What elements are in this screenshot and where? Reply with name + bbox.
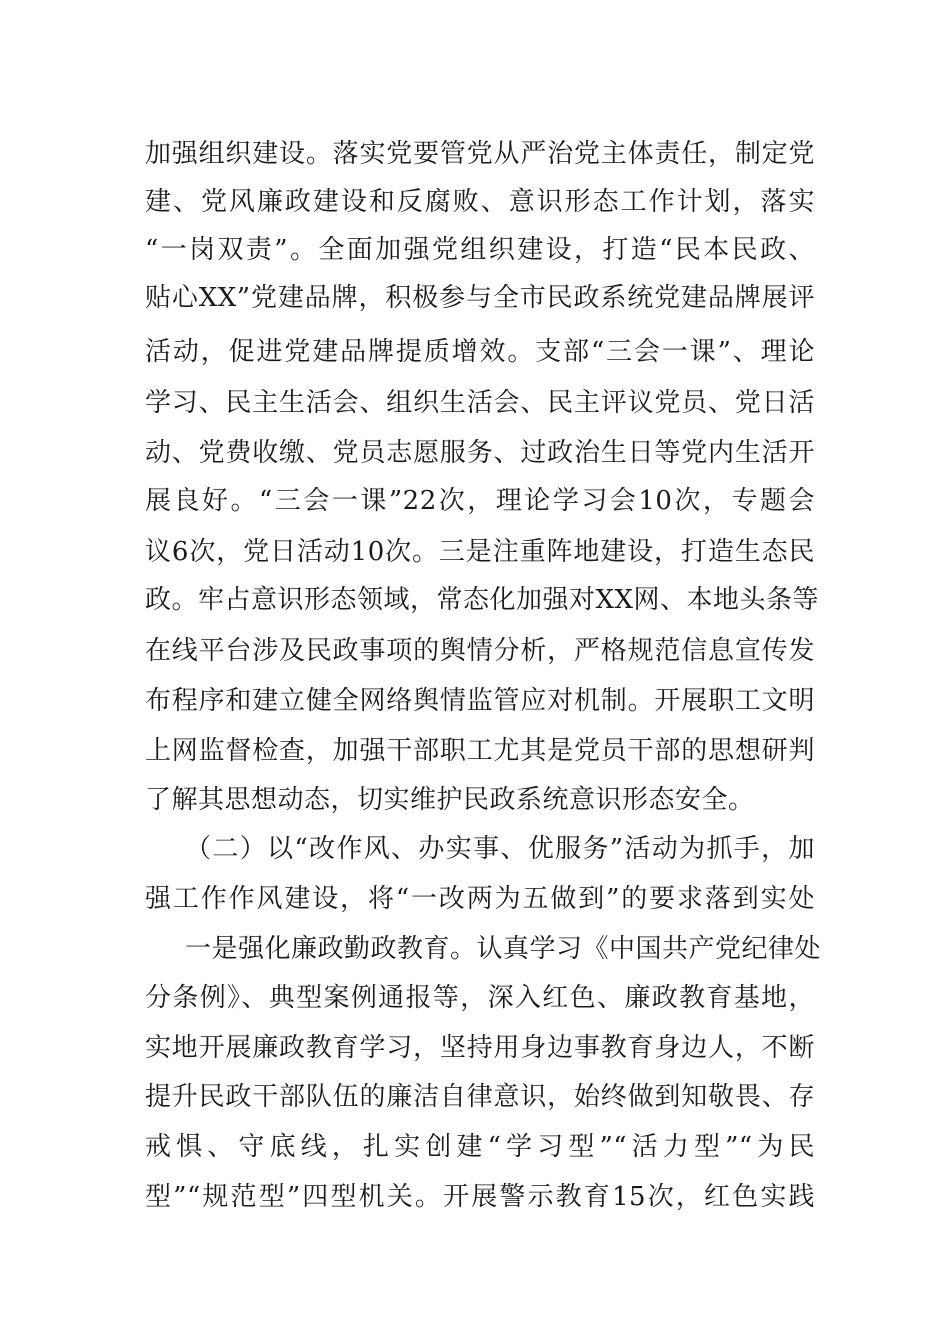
- text-line: “一岗双责”。全面加强党组织建设，打造“民本民政、: [145, 235, 815, 265]
- section-heading-line: 强工作作风建设，将“一改两为五做到”的要求落到实处: [145, 884, 815, 914]
- text-line: 型”“规范型”四型机关。开展警示教育15次，红色实践: [145, 1182, 815, 1212]
- text-line: 议6次，党日活动10次。三是注重阵地建设，打造生态民: [145, 537, 815, 567]
- text-line: 实地开展廉政教育学习，坚持用身边事教育身边人，不断: [145, 1033, 815, 1063]
- text-line: 政。牢占意识形态领域，常态化加强对XX网、本地头条等: [145, 585, 820, 615]
- text-line: 活动，促进党建品牌提质增效。支部“三会一课”、理论: [145, 337, 815, 367]
- section-heading-line: （二）以“改作风、办实事、优服务”活动为抓手，加: [185, 834, 815, 864]
- text-line: 贴心XX”党建品牌，积极参与全市民政系统党建品牌展评: [145, 283, 815, 313]
- text-line: 建、党风廉政建设和反腐败、意识形态工作计划，落实: [145, 187, 815, 217]
- text-line: 戒惧、守底线，扎实创建“学习型”“活力型”“为民: [145, 1132, 815, 1162]
- text-line: 展良好。“三会一课”22次，理论学习会10次，专题会: [145, 486, 815, 516]
- text-line: 一是强化廉政勤政教育。认真学习《中国共产党纪律处: [185, 934, 822, 964]
- text-line: 加强组织建设。落实党要管党从严治党主体责任，制定党: [145, 139, 815, 169]
- text-line: 上网监督检查，加强干部职工尤其是党员干部的思想研判: [145, 736, 815, 766]
- text-line: 动、党费收缴、党员志愿服务、过政治生日等党内生活开: [145, 438, 815, 468]
- text-line: 布程序和建立健全网络舆情监管应对机制。开展职工文明: [145, 686, 815, 716]
- text-line: 学习、民主生活会、组织生活会、民主评议党员、党日活: [145, 388, 815, 418]
- text-line: 分条例》、典型案例通报等，深入红色、廉政教育基地，: [145, 983, 815, 1013]
- text-line: 了解其思想动态，切实维护民政系统意识形态安全。: [145, 785, 755, 815]
- text-line: 提升民政干部队伍的廉洁自律意识，始终做到知敬畏、存: [145, 1082, 815, 1112]
- text-line: 在线平台涉及民政事项的舆情分析，严格规范信息宣传发: [145, 636, 815, 666]
